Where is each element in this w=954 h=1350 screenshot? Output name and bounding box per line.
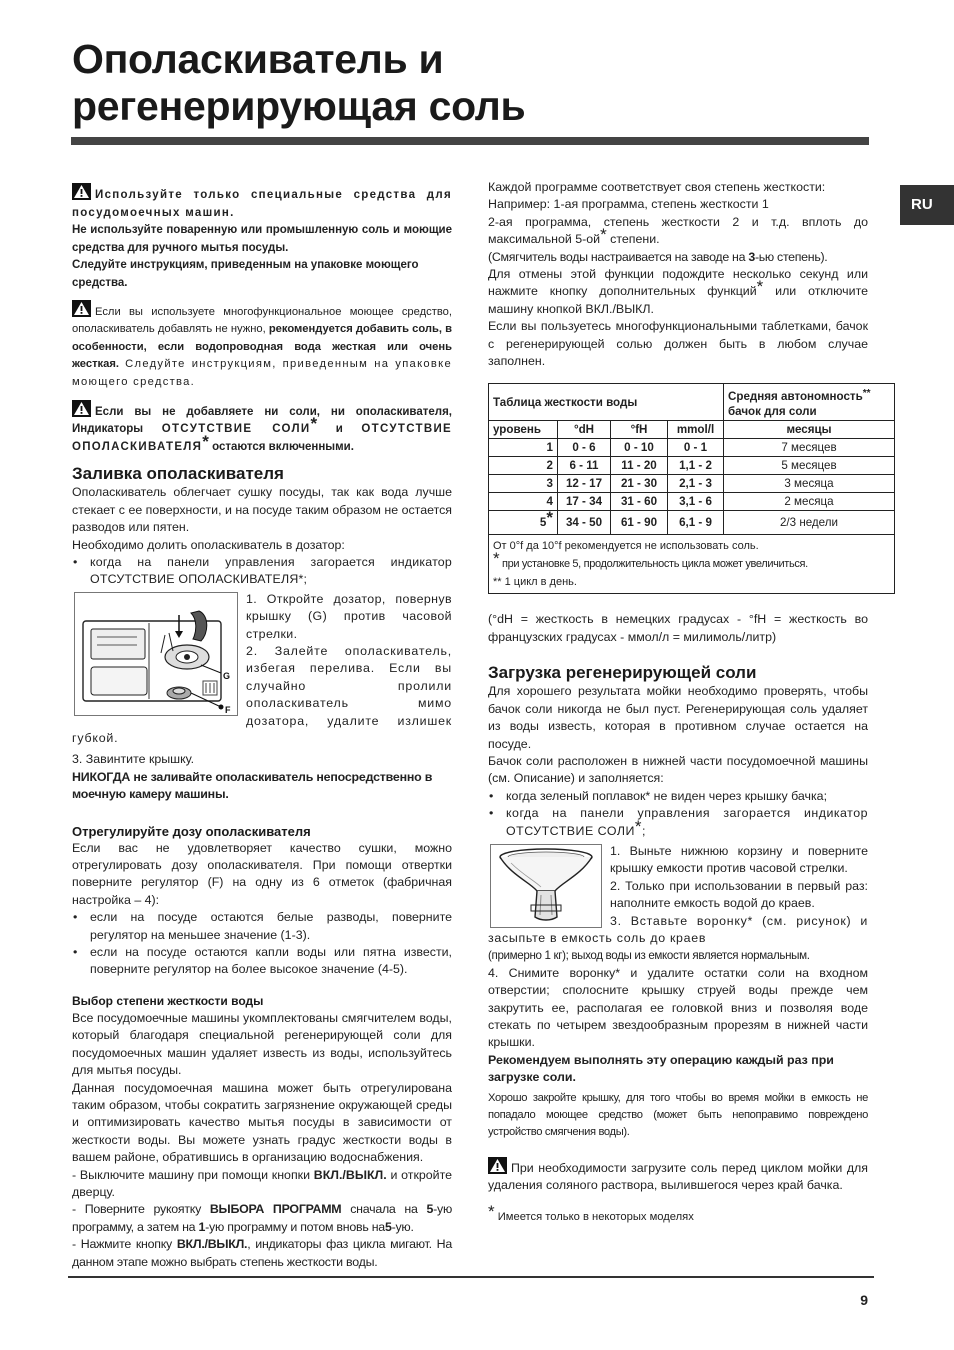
right-column <box>488 179 871 1226</box>
warning-3: Если вы не добавляете ни соли, ни ополаскивателя, Индикаторы ОТСУТСТВИЕ СОЛИ* и ОТСУТСТВИЕ ОПОЛАСКИВАТЕЛЯ* остаются включенными. <box>72 400 452 457</box>
page-number: 9 <box>860 1292 868 1308</box>
salt-close-note: Хорошо закройте крышку, для того чтобы во время мойки в емкость не попадало моющее средство (может быть непоправимо повреждено устройство смягчения воды). <box>488 1091 868 1139</box>
language-tab: RU <box>900 185 954 225</box>
paragraph: Ополаскиватель облегчает сушку посуды, так как вода лучше стекает с ее поверхности, и на посуде таким образом не остается разводов или пятен. <box>72 485 453 535</box>
paragraph: (Смягчитель воды настраивается на заводе на 3-ью степень). <box>488 249 828 264</box>
title-underline <box>71 137 869 145</box>
paragraph: Если вас не удовлетворяет качество сушки, можно отрегулировать дозу ополаскивателя. При помощи отвертки поверните регулятор (F) на одну из 6 отметок (фабричная настройка – 4): <box>72 840 452 907</box>
paragraph: Для хорошего результата мойки необходимо проверять, чтобы бачок соли никогда не был пуст. Регенерирующая соль удаляет из воды известь, которая в противном случае остается на посуде. <box>488 684 868 751</box>
salt-step-3-cont: (примерно 1 кг); выход воды из емкости является нормальным. <box>488 949 810 963</box>
list-item: • если на посуде остаются белые разводы, поверните регулятор на меньшее значение (1-3). <box>72 909 452 944</box>
table-notes-row <box>489 535 895 594</box>
table-row: 1 0 - 6 0 - 10 0 - 1 7 месяцев <box>489 439 895 457</box>
column-header: mmol/l <box>668 421 724 439</box>
paragraph: Каждой программе соответствует своя степень жесткости: <box>488 180 826 194</box>
page-title <box>72 36 872 130</box>
list-item: • когда на панели управления загорается индикатор ОТСУТСТВИЕ ОПОЛАСКИВАТЕЛЯ*; <box>72 554 452 589</box>
table-column-row <box>489 421 895 439</box>
paragraph: Бачок соли расположен в нижней части посудомоечной машины (см. Описание) и заполняется: <box>488 753 868 786</box>
section-heading-hardness: Выбор степени жесткости воды <box>72 993 264 1008</box>
warning-icon <box>488 1157 507 1174</box>
salt-step-4: 4. Снимите воронку* и удалите остатки соли на входном отверстии; сполосните крышку струей воды прежде чем закрутить ее, располагая ее головкой вниз и позволяя воде стекать по четырем звездообразным прорезям в нижней части крышки. <box>488 965 868 1050</box>
hardness-table <box>488 383 895 594</box>
title-line-2: регенерирующая соль <box>72 83 526 129</box>
rinse-dispenser-illustration <box>74 592 238 716</box>
section-heading-salt: Загрузка регенерирующей соли <box>488 663 757 683</box>
column-header: °fH <box>611 421 668 439</box>
footnote: * Имеется только в некоторых моделях <box>488 1201 694 1223</box>
table-notes: От 0°f да 10°f рекомендуется не использовать соль. * при установке 5, продолжительность цикла может увеличиться. ** 1 цикл в день. <box>489 535 895 594</box>
step-2: 2. Залейте ополаскиватель, избегая перелива. Если вы случайно пролили ополаскиватель мимо дозатора, удалите излишек губкой. <box>72 643 452 745</box>
paragraph: Все посудомоечные машины укомплектованы смягчителем воды, который благодаря специальной регенерирующей соли для посудомоечных машин удаляет известь из воды, используйтесь для мытья посуды. <box>72 1010 452 1078</box>
paragraph: Например: 1-ая программа, степень жесткости 1 <box>488 197 769 212</box>
salt-step-3: 3. Вставьте воронку* (см. рисунок) и засыпьте в емкость соль до краев <box>488 913 868 945</box>
list-item: • если на посуде остаются капли воды или пятна извести, поверните регулятор на более высокое значение (4-5). <box>72 944 452 979</box>
warning-icon <box>72 183 91 200</box>
warning-1-line-3: Следуйте инструкциям, приведенным на упаковке моющего средства. <box>72 259 419 289</box>
label-f: F <box>225 704 231 715</box>
salt-warning: При необходимости загрузите соль перед циклом мойки для удаления соляного раствора, вылившегося через край бачка. <box>488 1157 868 1195</box>
label-g: G <box>223 670 231 681</box>
section-heading-rinse-fill: Заливка ополаскивателя <box>72 464 284 484</box>
paragraph: 2-ая программа, степень жесткости 2 и т.д. вплоть до максимальной 5-ой* степени. <box>488 214 868 247</box>
step-1: 1. Откройте дозатор, повернув крышку (G) против часовой стрелки. <box>246 591 452 641</box>
table-title: Таблица жесткости воды <box>489 384 724 421</box>
rinse-steps <box>72 591 452 769</box>
hardness-step-3: - Нажмите кнопку ВКЛ./ВЫКЛ., индикаторы фаз цикла мигают. На данном этапе можно выбрать степень жесткости воды. <box>72 1237 452 1269</box>
warning-1: Используйте только специальные средства для посудомоечных машин. <box>72 183 452 222</box>
section-heading-dose: Отрегулируйте дозу ополаскивателя <box>72 823 311 839</box>
salt-step-2: 2. Только при использовании в первый раз: наполните емкость водой до краев. <box>610 878 868 911</box>
table-row: 4 17 - 34 31 - 60 3,1 - 6 2 месяца <box>489 493 895 511</box>
table-row: 3 12 - 17 21 - 30 2,1 - 3 3 месяца <box>489 475 895 493</box>
paragraph: Если вы пользуетесь многофункциональными таблетками, бачок с регенерирующей солью должен быть в любом случае заполнен. <box>488 319 868 369</box>
left-column <box>72 179 452 1271</box>
hardness-step-2: - Поверните рукоятку ВЫБОРА ПРОГРАММ сначала на 5-ую программу, а затем на 1-ую программу и потом вновь на5-ую. <box>72 1202 452 1234</box>
units-note: (°dH = жесткость в немецких градусах - °fH = жесткость во французских градусах - ммол/л = милимоль/литр) <box>488 612 868 644</box>
column-header: месяцы <box>724 421 895 439</box>
warning-1-line-2: Не используйте поваренную или промышленную соль и моющие средства для ручного мытья посуды. <box>72 224 452 254</box>
list-item: • когда зеленый поплавок* не виден через крышку бачка; <box>488 788 868 805</box>
column-header: уровень <box>489 421 558 439</box>
hardness-step-1: - Выключите машину при помощи кнопки ВКЛ./ВЫКЛ. и откройте дверцу. <box>72 1167 452 1199</box>
step-3: 3. Завинтите крышку. <box>72 752 195 767</box>
salt-recommendation: Рекомендуем выполнять эту операцию каждый раз при загрузке соли. <box>488 1052 834 1085</box>
table-header-row <box>489 384 895 421</box>
list-item: • когда на панели управления загорается индикатор ОТСУТСТВИЕ СОЛИ*; <box>488 805 868 840</box>
title-line-1: Ополаскиватель и <box>72 36 444 82</box>
table-row: 5* 34 - 50 61 - 90 6,1 - 9 2/3 недели <box>489 511 895 535</box>
column-header: °dH <box>558 421 611 439</box>
warning-2: Если вы используете многофункциональное моющее средство, ополаскиватель добавлять не нужно, рекомендуется добавить соль, в особенности, если водопроводная вода жесткая или очень жесткая. Следуйте инструкциям, приведенным на упаковке моющего средства. <box>72 300 452 392</box>
salt-funnel-illustration <box>490 844 602 928</box>
paragraph: Необходимо долить ополаскиватель в дозатор: <box>72 537 345 552</box>
salt-steps <box>488 843 868 947</box>
paragraph: Для отмены этой функции подождите несколько секунд или нажмите кнопку дополнительных функций* или отключите машину кнопкой ВКЛ./ВЫКЛ. <box>488 267 868 316</box>
autonomy-header: Средняя автономность** бачок для соли <box>724 384 895 421</box>
paragraph: Данная посудомоечная машина может быть отрегулирована таким образом, чтобы сократить загрязнение окружающей среды и оптимизировать качество мытья посуды в зависимости от жесткости воды. Вы можете узнать градус жесткости воды в вашем районе, обратившись в организацию водоснабжения. <box>72 1080 452 1165</box>
warning-icon <box>72 400 91 417</box>
table-row: 2 6 - 11 11 - 20 1,1 - 2 5 месяцев <box>489 457 895 475</box>
never-warning: НИКОГДА не заливайте ополаскиватель непосредственно в моечную камеру машины. <box>72 769 433 802</box>
footer-rule <box>68 1276 874 1278</box>
warning-icon <box>72 300 91 317</box>
salt-step-1: 1. Выньте нижнюю корзину и поверните крышку емкости против часовой стрелки. <box>610 843 868 876</box>
